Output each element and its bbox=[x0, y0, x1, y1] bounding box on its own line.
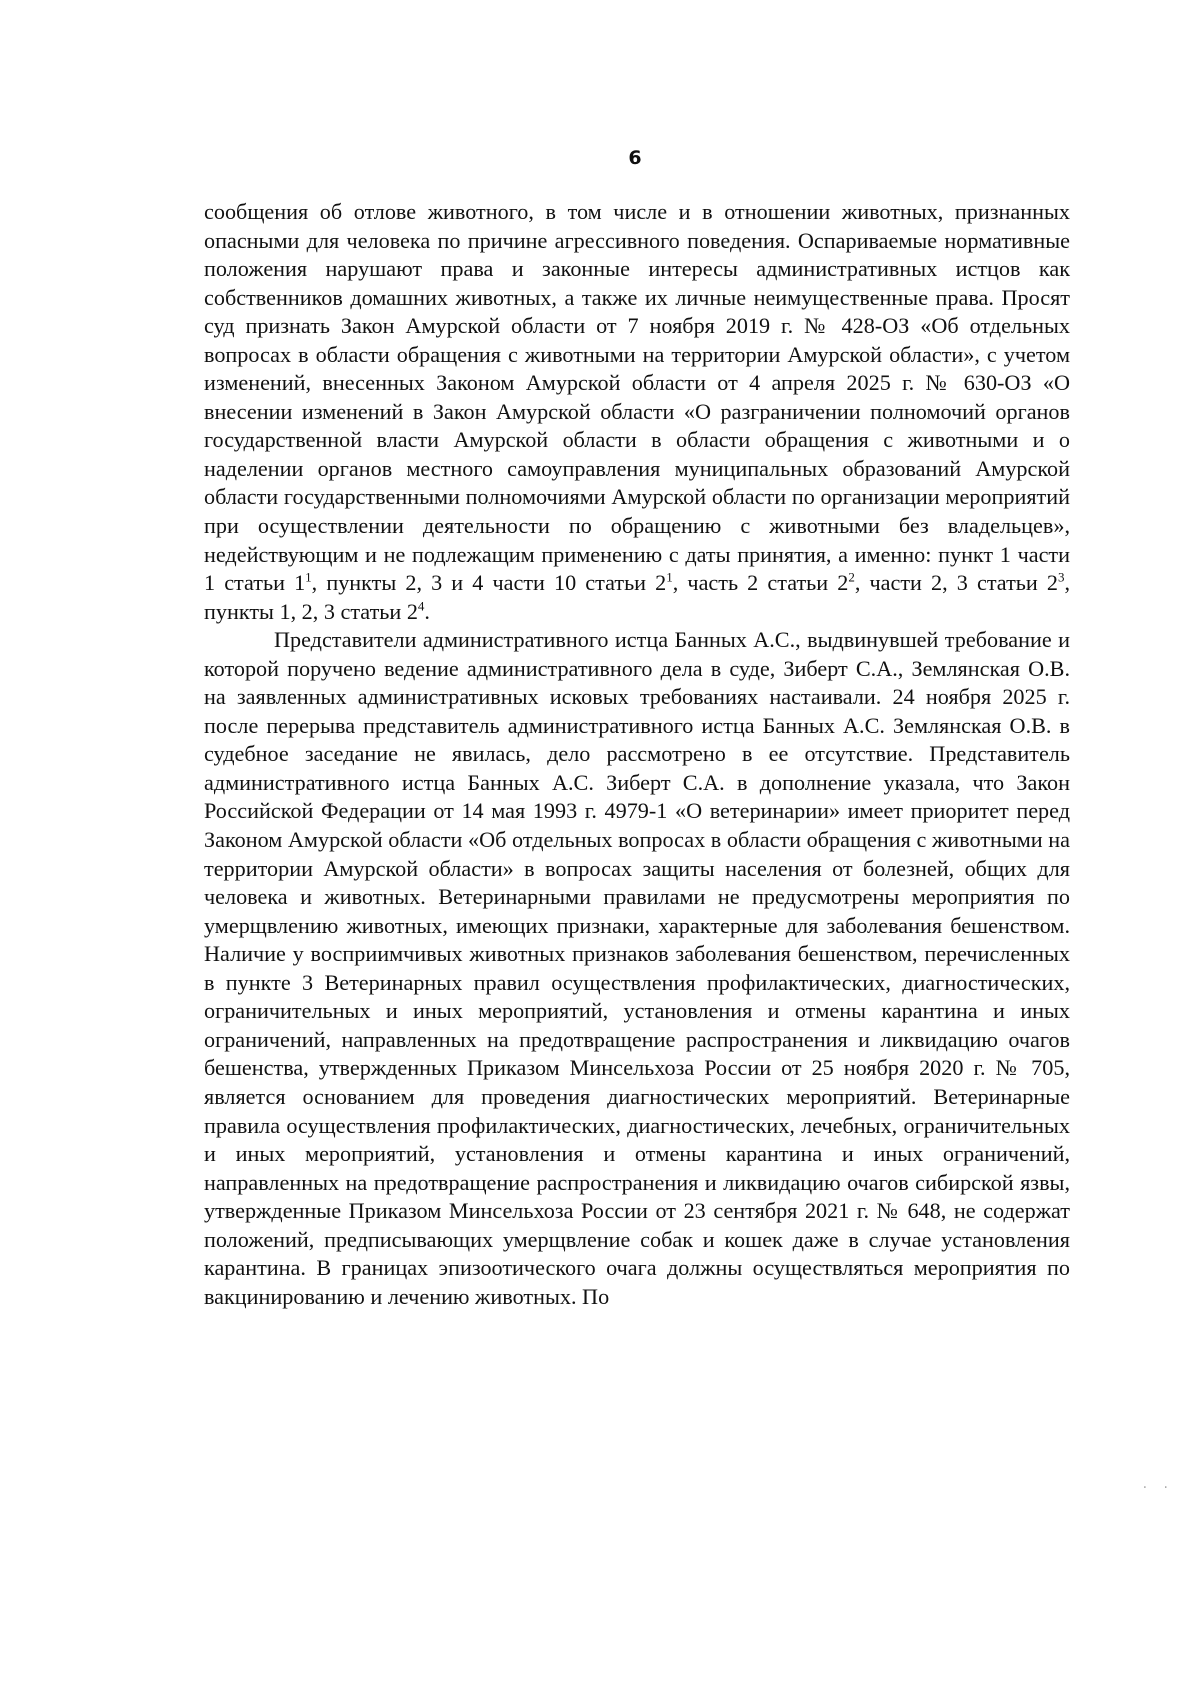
paragraph-text: . bbox=[424, 598, 430, 624]
paragraph-2 bbox=[204, 626, 1070, 1311]
paragraph-text: , часть 2 статьи 2 bbox=[672, 570, 849, 596]
footnote-superscript: 1 bbox=[666, 569, 673, 585]
paragraph-text: , части 2, 3 статьи 2 bbox=[854, 570, 1058, 596]
paragraph-1 bbox=[204, 198, 1070, 626]
footnote-superscript: 4 bbox=[417, 598, 425, 614]
paragraph-text: сообщения об отлове животного, в том числе и в отношении животных, признанных опасными для человека по причине агрессивного поведения. Оспариваемые нормативные положения нарушают права и законные интересы административных истцов как собственников домашних животных, а также их личные неимущественные права. Просят суд признать Закон Амурской области от 7 ноября 2019 г. № 428-ОЗ «Об отдельных вопросах в области обращения с животными на территории Амурской области», с учетом изменений, внесенных Законом Амурской области от 4 апреля 2025 г. № 630-ОЗ «О внесении изменений в Закон Амурской области «О разграничении полномочий органов государственной власти Амурской области в области обращения с животными и о наделении органов местного самоуправления муниципальных образований Амурской области государственными полномочиями Амурской области по организации мероприятий при осуществлении деятельности по обращению с животными без владельцев», недействующим и не подлежащим применению с даты принятия, а именно: пункт 1 части 1 статьи 1 bbox=[204, 199, 1070, 596]
page-number: 6 bbox=[628, 147, 642, 169]
footnote-superscript: 2 bbox=[848, 569, 855, 585]
paragraph-text: Представители административного истца Банных А.С., выдвинувшей требование и которой поручено ведение административного дела в суде, Зиберт С.А., Землянская О.В. на заявленных административных исковых требованиях настаивали. 24 ноября 2025 г. после перерыва представитель административного истца Банных А.С. Землянская О.В. в судебное заседание не явилась, дело рассмотрено в ее отсутствие. Представитель административного истца Банных А.С. Зиберт С.А. в дополнение указала, что Закон Российской Федерации от 14 мая 1993 г. 4979-1 «О ветеринарии» имеет приоритет перед Законом Амурской области «Об отдельных вопросах в области обращения с животными на территории Амурской области» в вопросах защиты населения от болезней, общих для человека и животных. Ветеринарными правилами не предусмотрены мероприятия по умерщвлению животных, имеющих признаки, характерные для заболевания бешенством. Наличие у восприимчивых животных признаков заболевания бешенством, перечисленных в пункте 3 Ветеринарных правил осуществления профилактических, диагностических, ограничительных и иных мероприятий, установления и отмены карантина и иных ограничений, направленных на предотвращение распространения и ликвидацию очагов бешенства, утвержденных Приказом Минсельхоза России от 25 ноября 2020 г. № 705, является основанием для проведения диагностических мероприятий. Ветеринарные правила осуществления профилактических, диагностических, лечебных, ограничительных и иных мероприятий, установления и отмены карантина и иных ограничений, направленных на предотвращение распространения и ликвидацию очагов сибирской язвы, утвержденные Приказом Минсельхоза России от 23 сентября 2021 г. № 648, не содержат положений, предписывающих умерщвление собак и кошек даже в случае установления карантина. В границах эпизоотического очага должны осуществляться мероприятия по вакцинированию и лечению животных. По bbox=[204, 627, 1070, 1309]
scan-artifact-mark: · · bbox=[1142, 1480, 1174, 1496]
paragraph-text: , пункты 1, 2, 3 статьи 2 bbox=[204, 570, 1070, 624]
paragraph-text: , пункты 2, 3 и 4 части 10 статьи 2 bbox=[311, 570, 667, 596]
footnote-superscript: 3 bbox=[1057, 569, 1065, 585]
footnote-superscript: 1 bbox=[305, 569, 312, 585]
document-body bbox=[204, 198, 1070, 1311]
